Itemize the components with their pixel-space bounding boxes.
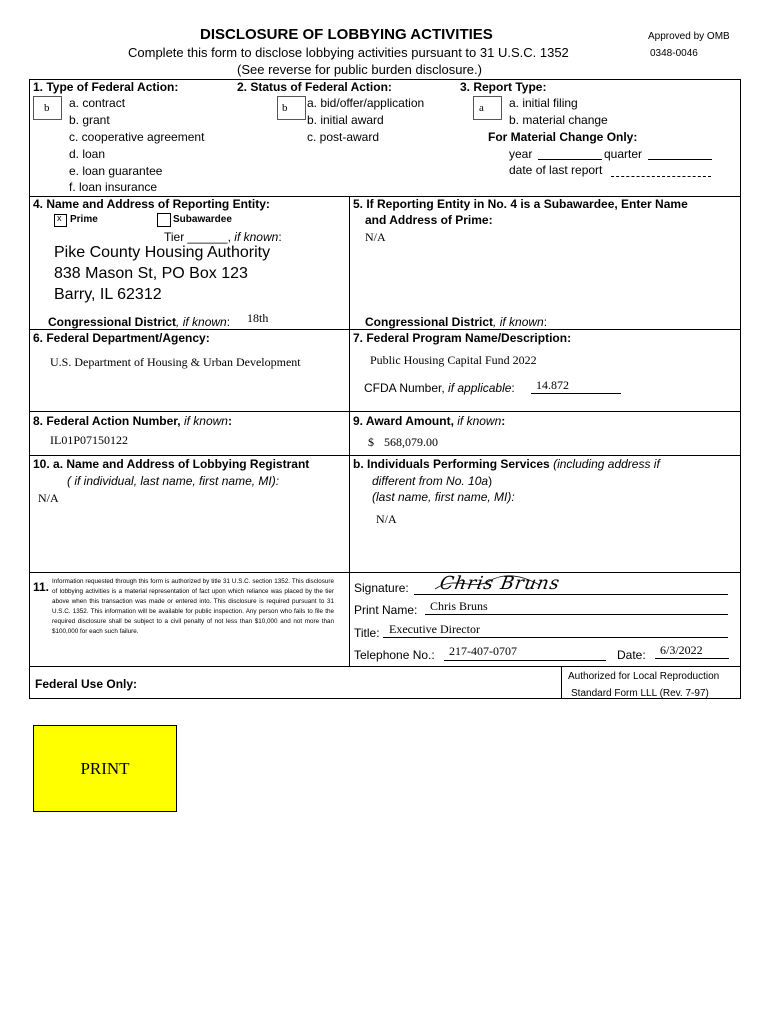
sec3-option-a: a. initial filing [509, 96, 578, 110]
sec8-value[interactable]: IL01P07150122 [50, 433, 128, 447]
signature-image[interactable] [438, 573, 562, 594]
sec10b-label-suffix: (including address if [553, 457, 660, 471]
sec4-district-if-known: , if known [176, 315, 227, 329]
sec5-district [365, 315, 547, 329]
tier-label: Tier ______, [164, 230, 231, 244]
sec3-option-b: b. material change [509, 113, 608, 127]
cfda-value[interactable]: 14.872 [536, 378, 569, 392]
sec10b-label-text: b. Individuals Performing Services [353, 457, 550, 471]
sec10b-value[interactable]: N/A [376, 512, 397, 526]
divider-footer [561, 666, 562, 698]
signature-stroke [432, 571, 546, 595]
signature-label: Signature: [354, 581, 409, 595]
telephone-line [444, 660, 606, 661]
sec4-label: 4. Name and Address of Reporting Entity: [33, 197, 270, 211]
sec6-value[interactable]: U.S. Department of Housing & Urban Development [50, 355, 301, 369]
sec5-district-if-known: , if known [493, 315, 544, 329]
omb-number: 0348-0046 [650, 48, 698, 59]
quarter-field[interactable] [648, 159, 712, 160]
sec7-value[interactable]: Public Housing Capital Fund 2022 [370, 353, 537, 367]
sec5-district-label: Congressional District [365, 315, 494, 329]
sec2-input[interactable] [277, 96, 306, 120]
divider-2 [29, 329, 740, 330]
entity-address-2: Barry, IL 62312 [54, 286, 162, 303]
sec2-value: b [282, 102, 288, 114]
sec10a-sub: ( if individual, last name, first name, MI): [67, 474, 280, 488]
sec10b-sub1-end: ) [488, 474, 493, 488]
print-name-label: Print Name: [354, 603, 418, 617]
form-id: Standard Form LLL (Rev. 7-97) [571, 688, 709, 699]
prime-checkbox[interactable] [54, 214, 67, 227]
title-value[interactable]: Executive Director [389, 622, 480, 636]
sec9-value[interactable]: 568,079.00 [384, 435, 438, 449]
sec7-label: 7. Federal Program Name/Description: [353, 331, 572, 345]
sec9-label-text: 9. Award Amount, [353, 414, 454, 428]
sec4-district [48, 315, 230, 329]
date-line [655, 658, 729, 659]
date-label: Date: [617, 648, 646, 662]
cfda-label: CFDA Number, [364, 381, 445, 395]
cfda-field [364, 381, 515, 395]
date-last-report-field[interactable] [611, 176, 711, 177]
cfda-if-applicable: if applicable [448, 381, 512, 395]
divider-vertical [349, 196, 350, 666]
reproduction-note: Authorized for Local Reproduction [568, 671, 720, 682]
sec3-input[interactable] [473, 96, 502, 120]
print-name-value[interactable]: Chris Bruns [430, 599, 488, 613]
prime-label: Prime [70, 214, 98, 225]
title-label: Title: [354, 626, 380, 640]
sec4-district-colon: : [226, 315, 231, 329]
sec2-label: 2. Status of Federal Action: [237, 80, 392, 94]
telephone-label: Telephone No.: [354, 648, 435, 662]
entity-address-1: 838 Mason St, PO Box 123 [54, 265, 248, 282]
sec1-option-a: a. contract [69, 96, 126, 110]
divider-3 [29, 411, 740, 412]
material-change-label: For Material Change Only: [488, 130, 638, 144]
form-subtitle: Complete this form to disclose lobbying activities pursuant to 31 U.S.C. 1352 [128, 45, 569, 60]
cfda-colon: : [511, 381, 515, 395]
sec1-value: b [44, 102, 50, 114]
sec8-colon: : [227, 414, 232, 428]
subawardee-label: Subawardee [173, 214, 232, 225]
sec1-input[interactable] [33, 96, 62, 120]
sec8-label-text: 8. Federal Action Number, [33, 414, 181, 428]
sec1-option-f: f. loan insurance [69, 180, 158, 194]
sec1-option-d: d. loan [69, 147, 106, 161]
signature-line [414, 594, 728, 595]
date-last-report-label: date of last report [509, 163, 603, 177]
title-line [383, 637, 728, 638]
year-label: year [509, 147, 533, 161]
signature-value: Chris Bruns [438, 573, 562, 594]
telephone-value[interactable]: 217-407-0707 [449, 644, 517, 658]
sec4-district-value[interactable]: 18th [247, 311, 269, 325]
sec10b-label [353, 457, 660, 471]
prime-check-mark: x [57, 213, 62, 223]
tier-field[interactable] [164, 230, 282, 244]
sec5-value[interactable]: N/A [365, 230, 386, 244]
quarter-label: quarter [604, 147, 643, 161]
sec6-label: 6. Federal Department/Agency: [33, 331, 210, 345]
print-button[interactable] [33, 725, 177, 812]
sec10b-sub2: (last name, first name, MI): [372, 490, 515, 504]
sec1-option-e: e. loan guarantee [69, 164, 163, 178]
year-field[interactable] [538, 159, 602, 160]
sec3-value: a [479, 102, 484, 114]
sec9-if-known: if known [457, 414, 502, 428]
omb-approved: Approved by OMB [648, 31, 730, 42]
print-name-line [425, 614, 728, 615]
frame-left [29, 79, 30, 699]
tier-colon: : [278, 230, 282, 244]
sec8-label [33, 414, 232, 428]
form-subtitle-2: (See reverse for public burden disclosure.) [237, 62, 482, 77]
frame-right [740, 79, 741, 699]
sec10a-value[interactable]: N/A [38, 491, 59, 505]
form-title: DISCLOSURE OF LOBBYING ACTIVITIES [200, 26, 493, 43]
sec3-label: 3. Report Type: [460, 80, 547, 94]
sec10a-label: 10. a. Name and Address of Lobbying Registrant [33, 457, 310, 471]
sec5-label: 5. If Reporting Entity in No. 4 is a Subawardee, Enter Name [353, 197, 688, 211]
sec2-option-b: b. initial award [307, 113, 384, 127]
sec9-currency: $ [368, 435, 374, 449]
date-value[interactable]: 6/3/2022 [660, 643, 703, 657]
sec4-district-label: Congressional District [48, 315, 177, 329]
sec2-option-c: c. post-award [307, 130, 380, 144]
sec8-if-known: if known [183, 414, 228, 428]
sec5-label-2: and Address of Prime: [365, 213, 493, 227]
sec1-label: 1. Type of Federal Action: [33, 80, 179, 94]
sec9-colon: : [501, 414, 506, 428]
sec10b-sub1-line [372, 474, 492, 488]
divider-4 [29, 455, 740, 456]
sec10b-sub1: different from No. 10a [372, 474, 489, 488]
sec1-option-b: b. grant [69, 113, 110, 127]
sec5-district-colon: : [543, 315, 548, 329]
print-button-label: PRINT [80, 758, 130, 778]
subawardee-checkbox[interactable] [157, 213, 171, 227]
sec2-option-a: a. bid/offer/application [307, 96, 425, 110]
entity-name: Pike County Housing Authority [54, 244, 271, 261]
cfda-underline [531, 393, 621, 394]
federal-use-label: Federal Use Only: [35, 677, 138, 691]
tier-if-known: if known [234, 230, 279, 244]
divider-6 [29, 666, 740, 667]
sec1-option-c: c. cooperative agreement [69, 130, 205, 144]
sec9-label [353, 414, 505, 428]
sec11-number: 11. [33, 580, 50, 594]
divider-5 [29, 572, 740, 573]
sec11-text: Information requested through this form is authorized by title 31 U.S.C. section 1352. This disclosure of lobbying activities is a material representation of fact upon which reliance was placed by the tier above when this transaction was made or entered into. This disclosure is required pursuant to 31 U.S.C. 1352. This information will be available for public inspection. Any person who fails to file the required disclosure shall be subject to a civil penalty of not less than $10,000 and not more than $100,000 for each such failure. [52, 578, 334, 635]
